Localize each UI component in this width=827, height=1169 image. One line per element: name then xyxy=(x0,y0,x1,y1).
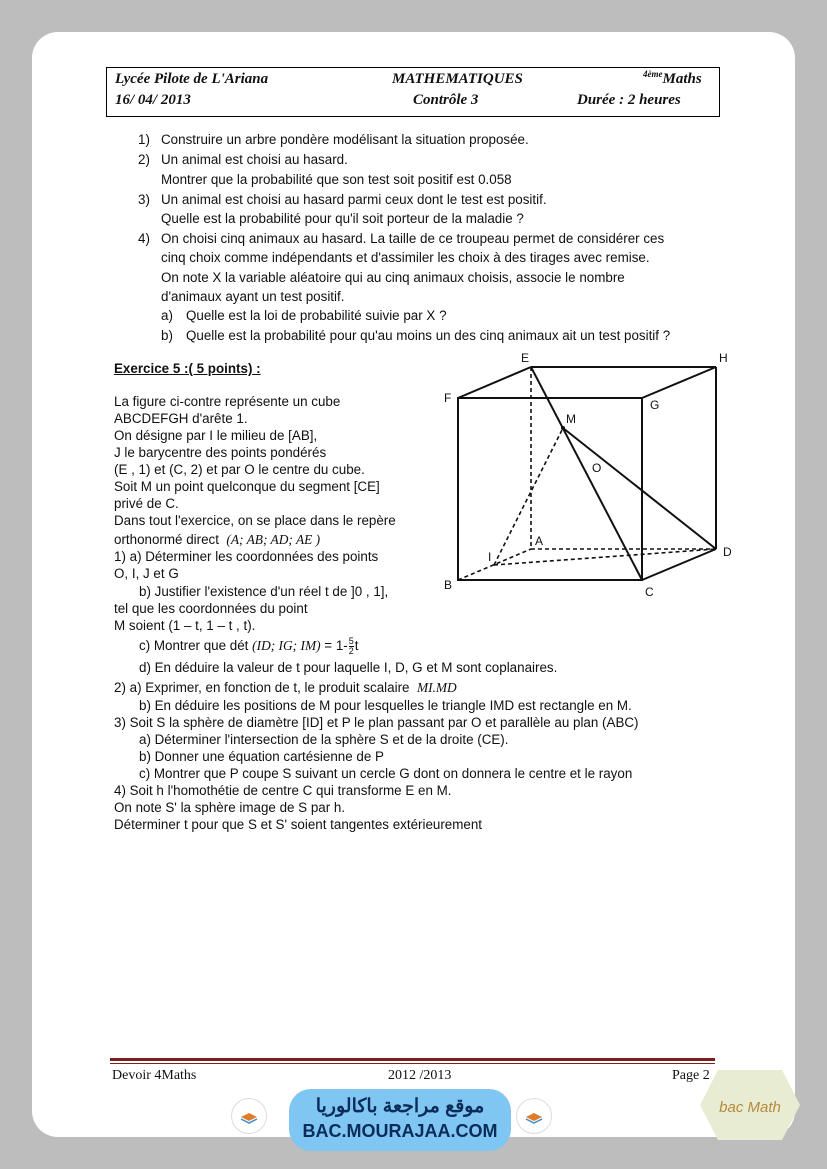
frac-num: 5 xyxy=(348,636,354,646)
label-M: M xyxy=(566,412,576,426)
q2a-line xyxy=(114,679,457,696)
q-num: a) xyxy=(161,308,173,323)
level xyxy=(643,69,702,88)
exam-date: 16/ 04/ 2013 xyxy=(115,92,191,108)
label-E: E xyxy=(521,351,530,365)
q4-line: 4) Soit h l'homothétie de centre C qui transforme E en M. xyxy=(114,783,452,798)
book-icon xyxy=(517,1099,551,1133)
q1c-math: (ID; IG; IM) xyxy=(252,638,321,654)
q-text: On choisi cinq animaux au hasard. La taille de ce troupeau permet de considérer ces xyxy=(161,231,665,246)
label-D: D xyxy=(723,545,732,559)
intro-line: ABCDEFGH d'arête 1. xyxy=(114,411,248,426)
cube-front-face xyxy=(458,398,642,580)
q-text: On note X la variable aléatoire qui au cinq animaux choisis, associe le nombre xyxy=(161,270,625,285)
site-logo-right xyxy=(516,1098,552,1134)
point-M xyxy=(561,426,565,430)
q-num: 4) xyxy=(138,231,150,246)
q-num: 1) xyxy=(138,132,150,147)
label-H: H xyxy=(719,351,728,365)
q1a-line: 1) a) Déterminer les coordonnées des points xyxy=(114,549,379,564)
segment-MD xyxy=(563,428,716,549)
q4-line: Déterminer t pour que S et S' soient tangentes extérieurement xyxy=(114,817,483,832)
school-name: Lycée Pilote de L'Ariana xyxy=(115,71,269,87)
label-F: F xyxy=(444,391,452,405)
banner-arabic-text: موقع مراجعة باكالوريا xyxy=(315,1096,485,1117)
subject: MATHEMATIQUES xyxy=(392,71,523,87)
site-logo-left xyxy=(231,1098,267,1134)
label-G: G xyxy=(650,398,660,412)
book-icon xyxy=(232,1099,266,1133)
intro-line: J le barycentre des points pondérés xyxy=(114,445,327,460)
q-num: b) xyxy=(161,328,173,343)
footer-center: 2012 /2013 xyxy=(388,1068,452,1083)
label-I: I xyxy=(488,550,492,564)
exam-header xyxy=(106,67,720,117)
cube-figure xyxy=(440,350,740,605)
q3b-line: b) Donner une équation cartésienne de P xyxy=(139,749,384,764)
q1b-line: M soient (1 – t, 1 – t , t). xyxy=(114,618,256,633)
exercise-title: Exercice 5 :( 5 points) : xyxy=(114,361,261,376)
q-text: Quelle est la loi de probabilité suivie par X ? xyxy=(186,308,447,323)
q3a-line: a) Déterminer l'intersection de la sphère S et de la droite (CE). xyxy=(139,732,509,747)
footer-left: Devoir 4Maths xyxy=(112,1068,197,1083)
edge-GH xyxy=(642,367,716,398)
q-text: cinq choix comme indépendants et d'assimiler les choix à des tirages avec remise. xyxy=(161,250,650,265)
footer-rule xyxy=(110,1058,715,1061)
q4-line: On note S' la sphère image de S par h. xyxy=(114,800,346,815)
q1a-line: O, I, J et G xyxy=(114,566,179,581)
edge-CD xyxy=(642,549,716,580)
exam-title: Contrôle 3 xyxy=(413,92,479,108)
level-main: Maths xyxy=(662,71,702,87)
repere-math: (A; AB; AD; AE ) xyxy=(226,532,321,547)
intro-line: (E , 1) et (C, 2) et par O le centre du cube. xyxy=(114,462,365,477)
q1d-line: d) En déduire la valeur de t pour laquelle I, D, G et M sont coplanaires. xyxy=(139,660,558,675)
q1c-line xyxy=(139,637,358,656)
banner-site-url: BAC.MOURAJAA.COM xyxy=(302,1121,498,1141)
intro-line: privé de C. xyxy=(114,496,179,511)
q-text: d'animaux ayant un test positif. xyxy=(161,289,345,304)
footer-rule-thin xyxy=(110,1063,715,1064)
q-text: Un animal est choisi au hasard parmi ceux dont le test est positif. xyxy=(161,192,547,207)
level-sup: 4ème xyxy=(643,69,663,79)
q3c-line: c) Montrer que P coupe S suivant un cercle G dont on donnera le centre et le rayon xyxy=(139,766,633,781)
bac-math-badge xyxy=(700,1068,800,1142)
label-C: C xyxy=(645,585,654,599)
q1c-t: t xyxy=(354,638,359,654)
q1b-line: b) Justifier l'existence d'un réel t de ]0 , 1], xyxy=(139,584,389,599)
label-B: B xyxy=(444,578,453,592)
q-text: Quelle est la probabilité pour qu'il soit porteur de la maladie ? xyxy=(161,211,524,226)
q-num: 2) xyxy=(138,152,150,167)
q-num: 3) xyxy=(138,192,150,207)
hidden-segment-IM xyxy=(494,428,563,565)
intro-line: On désigne par I le milieu de [AB], xyxy=(114,428,318,443)
repere-prefix: orthonormé direct xyxy=(114,532,219,547)
frac-den: 2 xyxy=(348,646,354,656)
q-text: Construire un arbre pondère modélisant la situation proposée. xyxy=(161,132,529,147)
q-text: Quelle est la probabilité pour qu'au moins un des cinq animaux ait un test positif ? xyxy=(186,328,671,343)
q1b-line: tel que les coordonnées du point xyxy=(114,601,308,616)
q1c-fraction xyxy=(349,637,354,656)
q-text: Montrer que la probabilité que son test soit positif est 0.058 xyxy=(161,172,512,187)
q1c-suffix: = 1- xyxy=(320,638,348,654)
intro-line: La figure ci-contre représente un cube xyxy=(114,394,341,409)
q1c-prefix: c) Montrer que dét xyxy=(139,638,249,654)
q-text: Un animal est choisi au hasard. xyxy=(161,152,348,167)
edge-FE xyxy=(458,367,531,398)
q3-line: 3) Soit S la sphère de diamètre [ID] et P le plan passant par O et parallèle au plan (ABC) xyxy=(114,715,639,730)
intro-line: Dans tout l'exercice, on se place dans le repère xyxy=(114,513,396,528)
q2a-math: MI.MD xyxy=(416,680,457,695)
repere-line xyxy=(114,531,320,548)
label-O: O xyxy=(592,461,602,475)
intro-line: Soit M un point quelconque du segment [CE] xyxy=(114,479,380,494)
footer-page: Page 2 xyxy=(672,1068,710,1083)
badge-text: bac Math xyxy=(719,1099,781,1116)
exam-duration: Durée : 2 heures xyxy=(577,92,681,108)
label-A: A xyxy=(535,534,544,548)
q2a-prefix: 2) a) Exprimer, en fonction de t, le produit scalaire xyxy=(114,680,410,695)
q2b-line: b) En déduire les positions de M pour lesquelles le triangle IMD est rectangle en M. xyxy=(139,698,632,713)
site-banner-link[interactable] xyxy=(289,1089,511,1151)
